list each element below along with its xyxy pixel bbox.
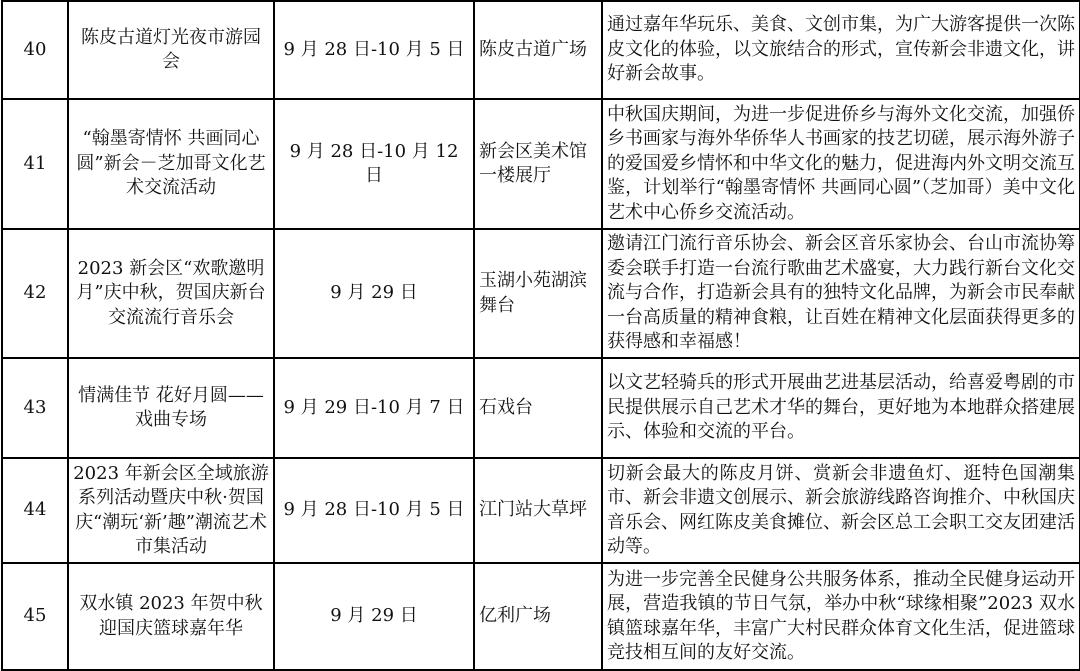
event-date: 9 月 28 日-10 月 12 日 [274, 99, 474, 229]
event-date: 9 月 28 日-10 月 5 日 [274, 1, 474, 99]
event-place: 江门站大草坪 [474, 458, 602, 563]
table-row [2, 458, 1080, 563]
event-name: 陈皮古道灯光夜市游园会 [68, 1, 274, 99]
table-row [2, 229, 1080, 358]
row-number: 43 [2, 358, 68, 458]
event-description: 为进一步完善全民健身公共服务体系，推动全民健身运动开展，营造我镇的节日气氛，举办中秋“球缘相聚”2023 双水镇篮球嘉年华，丰富广大村民群众体育文化生活，促进篮球竞技相互间的友好交流。 [602, 563, 1080, 670]
events-table [1, 0, 1080, 671]
event-description: 邀请江门流行音乐协会、新会区音乐家协会、台山市流协筹委会联手打造一台流行歌曲艺术盛宴，大力践行新台文化交流与合作，打造新会具有的独特文化品牌，为新会市民奉献一台高质量的精神食粮，让百姓在精神文化层面获得更多的获得感和幸福感！ [602, 229, 1080, 358]
event-description: 以文艺轻骑兵的形式开展曲艺进基层活动，给喜爱粤剧的市民提供展示自己艺术才华的舞台，更好地为本地群众搭建展示、体验和交流的平台。 [602, 358, 1080, 458]
row-number: 40 [2, 1, 68, 99]
event-name: 情满佳节 花好月圆——戏曲专场 [68, 358, 274, 458]
event-date: 9 月 29 日-10 月 7 日 [274, 358, 474, 458]
table-row [2, 563, 1080, 670]
event-place: 陈皮古道广场 [474, 1, 602, 99]
table-row [2, 358, 1080, 458]
table-row [2, 99, 1080, 229]
event-name: 双水镇 2023 年贺中秋迎国庆篮球嘉年华 [68, 563, 274, 670]
events-table-body [2, 1, 1080, 670]
event-date: 9 月 28 日-10 月 5 日 [274, 458, 474, 563]
event-place: 石戏台 [474, 358, 602, 458]
event-place: 新会区美术馆一楼展厅 [474, 99, 602, 229]
event-date: 9 月 29 日 [274, 563, 474, 670]
event-description: 切新会最大的陈皮月饼、赏新会非遗鱼灯、逛特色国潮集市、新会非遗文创展示、新会旅游线路咨询推介、中秋国庆音乐会、网红陈皮美食摊位、新会区总工会职工交友团建活动等。 [602, 458, 1080, 563]
event-name: 2023 新会区“欢歌邀明月”庆中秋，贺国庆新台交流流行音乐会 [68, 229, 274, 358]
row-number: 44 [2, 458, 68, 563]
event-description: 通过嘉年华玩乐、美食、文创市集，为广大游客提供一次陈皮文化的体验，以文旅结合的形式，宣传新会非遗文化，讲好新会故事。 [602, 1, 1080, 99]
row-number: 41 [2, 99, 68, 229]
event-name: “翰墨寄情怀 共画同心圆”新会－芝加哥文化艺术交流活动 [68, 99, 274, 229]
event-place: 亿利广场 [474, 563, 602, 670]
event-place: 玉湖小苑湖滨舞台 [474, 229, 602, 358]
row-number: 45 [2, 563, 68, 670]
event-date: 9 月 29 日 [274, 229, 474, 358]
table-row [2, 1, 1080, 99]
event-description: 中秋国庆期间，为进一步促进侨乡与海外文化交流，加强侨乡书画家与海外华侨华人书画家的技艺切磋，展示海外游子的爱国爱乡情怀和中华文化的魅力，促进海内外文明交流互鉴，计划举行“翰墨寄情怀 共画同心圆”（芝加哥）美中文化艺术中心侨乡交流活动。 [602, 99, 1080, 229]
event-name: 2023 年新会区全域旅游系列活动暨庆中秋·贺国庆“潮玩‘新’趣”潮流艺术市集活动 [68, 458, 274, 563]
row-number: 42 [2, 229, 68, 358]
